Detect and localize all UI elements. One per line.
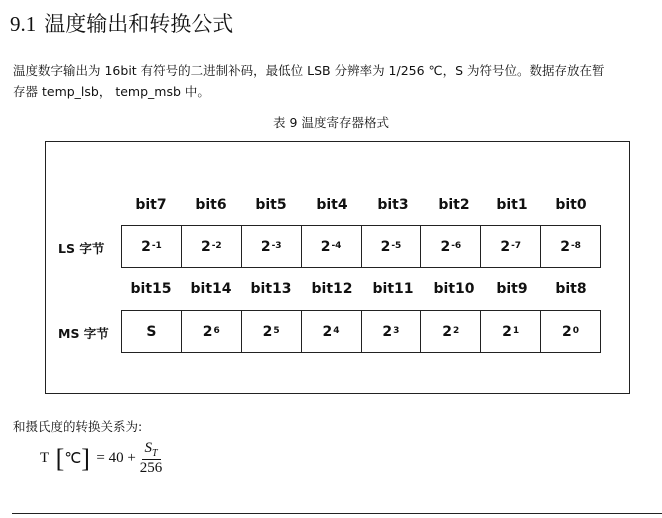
ls-register-cell: [181, 226, 241, 267]
cell-exponent: 1: [512, 325, 520, 336]
ms-register-cell: [361, 311, 421, 352]
ms-bit-label: bit8: [555, 281, 587, 297]
cell-base: 2: [200, 238, 211, 255]
ls-bit-label: bit2: [438, 197, 470, 213]
cell-base: 2: [260, 238, 271, 255]
ms-register-cell: [480, 311, 540, 352]
ls-register-cell: [122, 226, 181, 267]
left-bracket: [: [49, 443, 65, 473]
ls-register-cell: [540, 226, 600, 267]
ms-bit-label: bit15: [130, 281, 172, 297]
ms-register-cell: [540, 311, 600, 352]
ms-register-cell: [122, 311, 181, 352]
cell-exponent: -2: [211, 240, 222, 251]
ls-bit-label: bit4: [316, 197, 348, 213]
cell-exponent: -3: [271, 240, 282, 251]
cell-base: 2: [442, 323, 453, 340]
cell-exponent: -6: [451, 240, 462, 251]
ms-bit-label: bit9: [496, 281, 528, 297]
ls-register-cells: [121, 225, 601, 268]
ls-bit-label: bit3: [377, 197, 409, 213]
ms-bit-label: bit13: [250, 281, 292, 297]
cell-base: 2: [202, 323, 213, 340]
formula-intro: 和摄氏度的转换关系为:: [13, 419, 143, 434]
cell-exponent: -5: [391, 240, 402, 251]
formula-fraction: [140, 440, 163, 477]
ms-register-cell: [241, 311, 301, 352]
section-number: 9.1: [10, 12, 37, 36]
ms-bit-label: bit12: [311, 281, 353, 297]
cell-exponent: 3: [393, 325, 400, 336]
cell-exponent: 0: [572, 325, 580, 336]
cell-base: 2: [440, 238, 451, 255]
ls-register-cell: [241, 226, 301, 267]
cell-exponent: -7: [511, 240, 522, 251]
cell-base: 2: [262, 323, 273, 340]
ms-row-label: MS 字节: [58, 326, 109, 341]
ls-register-cell: [480, 226, 540, 267]
cell-exponent: 5: [273, 325, 280, 336]
cell-base: 2: [562, 323, 572, 340]
ms-register-cell: [301, 311, 361, 352]
ms-register-cell: [181, 311, 241, 352]
section-title: 温度输出和转换公式: [44, 12, 234, 36]
ls-bit-label: bit0: [555, 197, 587, 213]
paragraph-line-1: 温度数字输出为 16bit 有符号的二进制补码，最低位 LSB 分辨率为 1/256 ℃，S 为符号位。数据存放在暂: [13, 63, 605, 78]
ls-row-label: LS 字节: [58, 241, 105, 256]
cell-base: 2: [382, 323, 393, 340]
numerator-subscript: T: [152, 448, 158, 459]
fraction-denominator: 256: [139, 460, 163, 476]
footer-rule: [12, 513, 662, 514]
ms-bit-label: bit10: [433, 281, 475, 297]
ms-bit-label: bit11: [372, 281, 414, 297]
ls-bit-label: bit5: [255, 197, 287, 213]
cell-base: 2: [141, 238, 151, 255]
cell-base: 2: [380, 238, 391, 255]
conversion-formula: [40, 440, 162, 477]
numerator-var: S: [144, 440, 153, 456]
paragraph-line-2: 存器 temp_lsb， temp_msb 中。: [13, 84, 210, 99]
ls-bit-label: bit7: [135, 197, 167, 213]
ls-register-cell: [361, 226, 421, 267]
cell-exponent: 6: [213, 325, 220, 336]
cell-base: 2: [502, 323, 512, 340]
fraction-numerator: [142, 440, 161, 460]
ms-register-cells: [121, 310, 601, 353]
cell-exponent: -4: [331, 240, 342, 251]
cell-base: 2: [500, 238, 511, 255]
cell-exponent: 4: [333, 325, 340, 336]
table-caption: 表 9 温度寄存器格式: [273, 115, 389, 130]
ls-bit-label: bit6: [195, 197, 227, 213]
ls-register-cell: [301, 226, 361, 267]
formula-equals-part: = 40 +: [96, 450, 136, 466]
section-heading: [10, 8, 233, 38]
right-bracket: ]: [81, 443, 97, 473]
ms-register-cell: [420, 311, 480, 352]
ms-bit-label: bit14: [190, 281, 232, 297]
cell-exponent: -1: [151, 240, 162, 251]
cell-base: 2: [560, 238, 570, 255]
cell-exponent: -8: [570, 240, 581, 251]
formula-unit: ℃: [64, 451, 82, 467]
cell-base: 2: [322, 323, 333, 340]
formula-lhs-var: T: [40, 450, 50, 466]
cell-base: S: [146, 323, 157, 340]
cell-base: 2: [320, 238, 331, 255]
ls-register-cell: [420, 226, 480, 267]
cell-exponent: 2: [453, 325, 460, 336]
ls-bit-label: bit1: [496, 197, 528, 213]
